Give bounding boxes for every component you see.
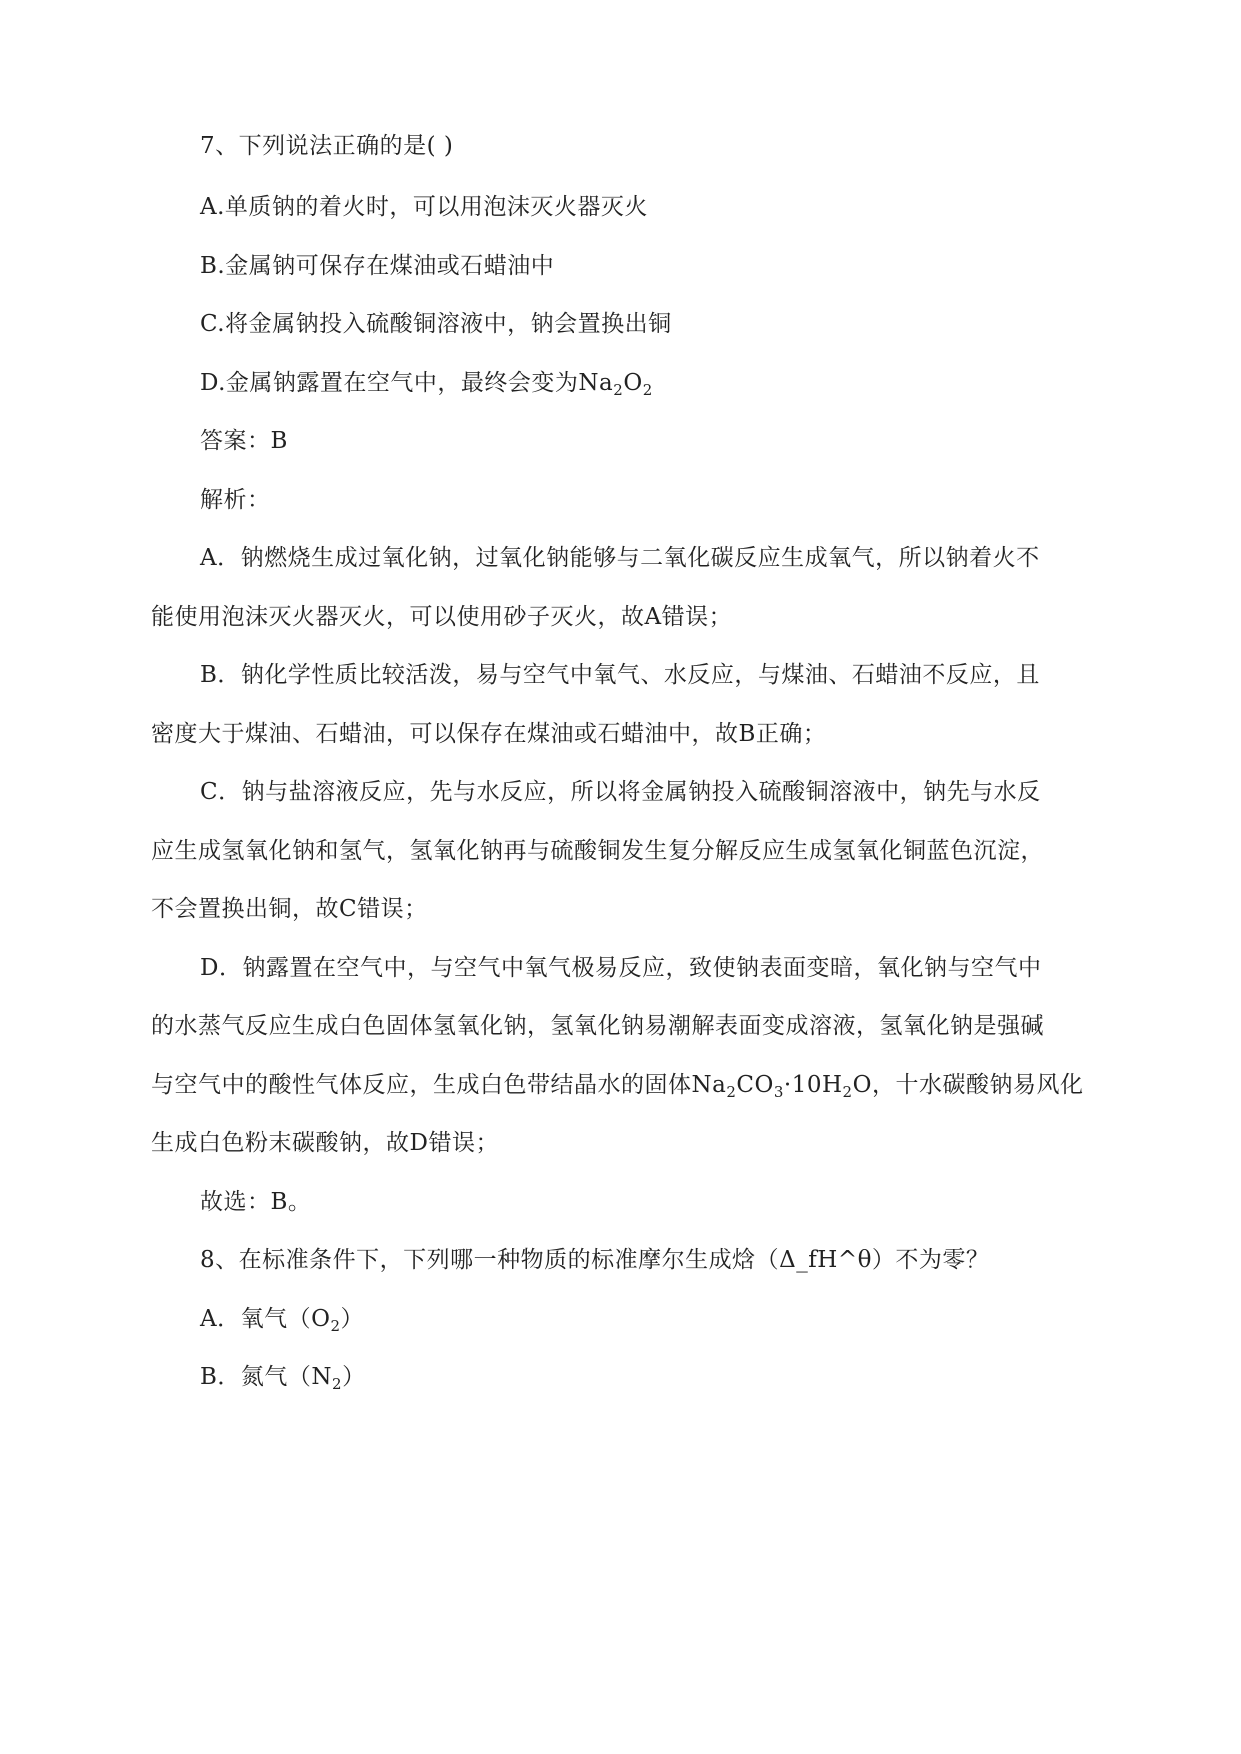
analysis-c-line-3: 不会置换出铜，故C错误；: [151, 896, 428, 922]
answer-line: 答案：B: [200, 428, 288, 454]
analysis-label: 解析：: [200, 487, 271, 513]
analysis-b-line-2: 密度大于煤油、石蜡油，可以保存在煤油或石蜡油中，故B正确；: [151, 721, 827, 747]
question-7-title: 7、下列说法正确的是( ): [200, 133, 454, 159]
analysis-c-line-2: 应生成氢氧化钠和氢气，氢氧化钠再与硫酸铜发生复分解反应生成氢氧化铜蓝色沉淀，: [151, 838, 1044, 864]
question-7-option-d: D.金属钠露置在空气中，最终会变为$Na_2O_2$: [200, 370, 653, 399]
analysis-d-line-1: D．钠露置在空气中，与空气中氧气极易反应，致使钠表面变暗，氧化钠与空气中: [200, 955, 1042, 981]
analysis-c-line-1: C．钠与盐溶液反应，先与水反应，所以将金属钠投入硫酸铜溶液中，钠先与水反: [200, 779, 1041, 805]
analysis-d-line-2: 的水蒸气反应生成白色固体氢氧化钠，氢氧化钠易潮解表面变成溶液，氢氧化钠是强碱: [151, 1013, 1044, 1039]
analysis-a-line-1: A．钠燃烧生成过氧化钠，过氧化钠能够与二氧化碳反应生成氧气，所以钠着火不: [200, 545, 1040, 571]
analysis-b-line-1: B．钠化学性质比较活泼，易与空气中氧气、水反应，与煤油、石蜡油不反应，且: [200, 662, 1040, 688]
analysis-a-line-2: 能使用泡沫灭火器灭火，可以使用砂子灭火，故A错误；: [151, 604, 733, 630]
question-7-option-c: C.将金属钠投入硫酸铜溶液中，钠会置换出铜: [200, 311, 672, 337]
question-7-option-a: A.单质钠的着火时，可以用泡沫灭火器灭火: [200, 194, 648, 220]
question-8-option-b: B．氮气$(N_2)$: [200, 1364, 366, 1393]
analysis-d-line-4: 生成白色粉末碳酸钠，故D错误；: [151, 1130, 499, 1156]
final-choice: 故选：B。: [200, 1189, 312, 1215]
question-7-option-b: B.金属钠可保存在煤油或石蜡油中: [200, 253, 555, 279]
question-8-option-a: A．氧气$(O_2)$: [200, 1306, 365, 1335]
analysis-d-line-3: 与空气中的酸性气体反应，生成白色带结晶水的固体$Na_2CO_3\cdot 10H_2O$，十水碳酸钠易风化: [151, 1072, 1084, 1101]
question-8-title: 8、在标准条件下，下列哪一种物质的标准摩尔生成焓（Δ_fH^θ）不为零？: [200, 1247, 990, 1273]
